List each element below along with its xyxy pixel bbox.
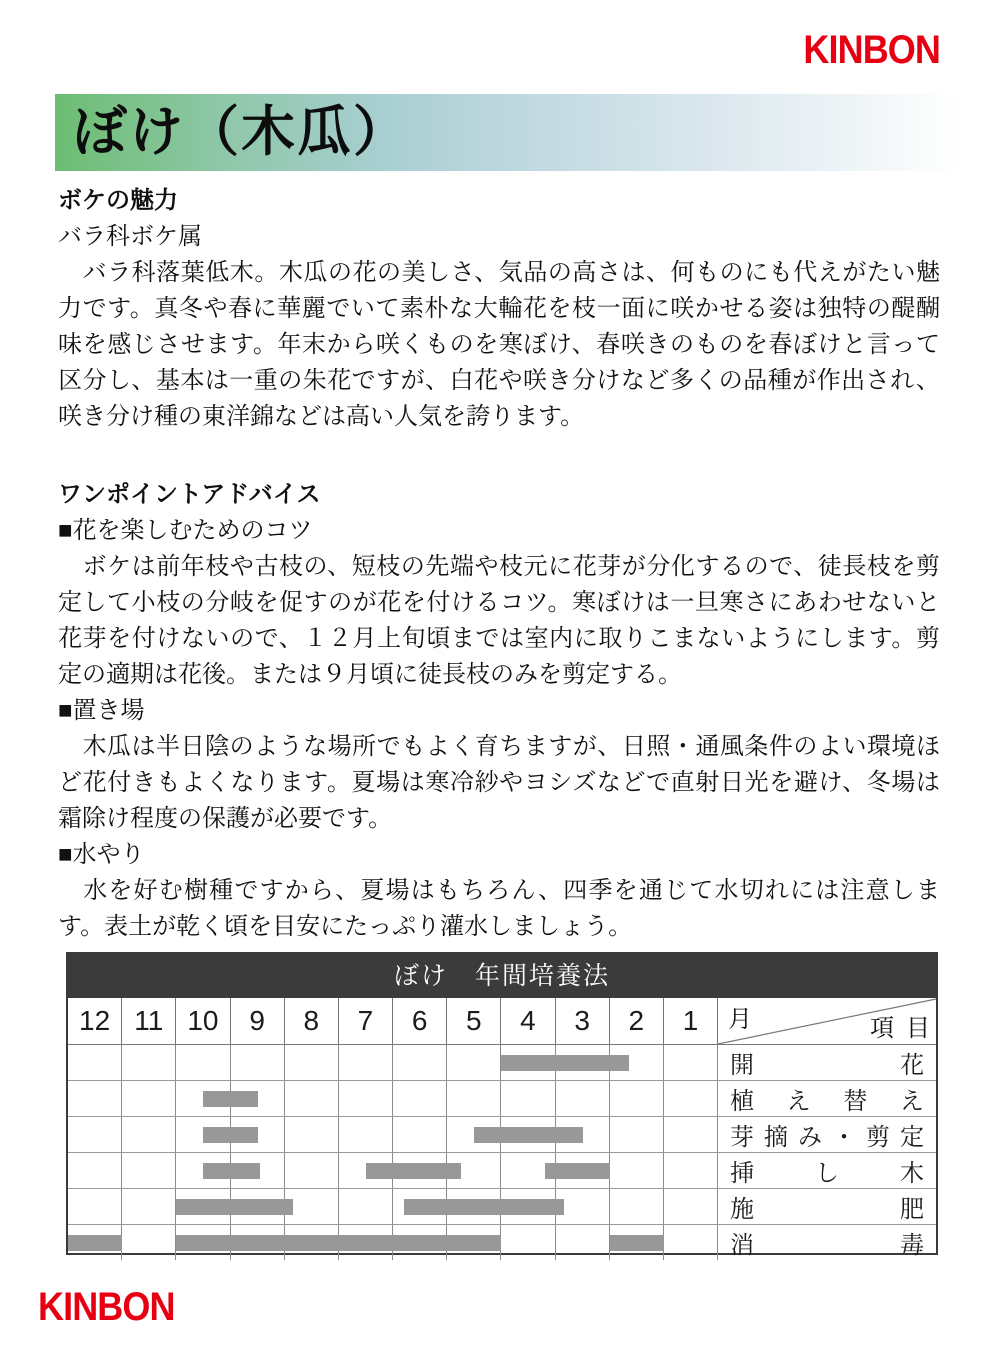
calendar-cell [664, 1045, 718, 1080]
calendar-cell [339, 1189, 393, 1224]
calendar-row-track [68, 1081, 718, 1116]
month-cell: 5 [447, 998, 501, 1044]
calendar-cell [122, 1225, 176, 1260]
calendar-title: ぼけ 年間培養法 [68, 954, 936, 998]
intro-subheading: バラ科ボケ属 [58, 223, 202, 250]
calendar-cell [339, 1081, 393, 1116]
calendar-cell [68, 1153, 122, 1188]
period-bar [501, 1055, 628, 1071]
calendar-cell [501, 1225, 555, 1260]
period-bar [176, 1199, 292, 1215]
calendar-row [68, 1045, 936, 1081]
advice-item-body-flower: ボケは前年枝や古枝の、短枝の先端や枝元に花芽が分化するので、徒長枝を剪定して小枝の分岐を促すのが花を付けるコツ。寒ぼけは一旦寒さにあわせないと花芽を付けないので、１２月上旬頃までは室内に取りこまないようにします。剪定の適期は花後。または９月頃に徒長枝のみを剪定する。 [58, 553, 940, 688]
calendar-cell [122, 1081, 176, 1116]
period-bar [203, 1127, 257, 1143]
month-cell: 9 [231, 998, 285, 1044]
advice-item-body-placement: 木瓜は半日陰のような場所でもよく育ちますが、日照・通風条件のよい環境ほど花付きもよくなります。夏場は寒冷紗やヨシズなどで直射日光を避け、冬場は霜除け程度の保護が必要です。 [58, 733, 940, 832]
calendar-cell [447, 1081, 501, 1116]
calendar-cell [68, 1189, 122, 1224]
calendar-cell [610, 1081, 664, 1116]
period-bar [366, 1163, 461, 1179]
calendar-month-header [68, 998, 718, 1044]
advice-heading: ワンポイントアドバイス [58, 481, 321, 508]
advice-item-heading-placement: ■置き場 [58, 697, 145, 724]
calendar-row-label: 植 え 替 え [730, 1088, 924, 1115]
month-cell: 12 [68, 998, 122, 1044]
advice-item-heading-flower: ■花を楽しむためのコツ [58, 517, 313, 544]
corner-label-item: 項目 [870, 1015, 942, 1042]
kinbon-logo-top: KINBON [803, 28, 940, 72]
calendar-body [68, 1045, 936, 1259]
calendar-cell [393, 1045, 447, 1080]
month-cell: 3 [556, 998, 610, 1044]
intro-heading: ボケの魅力 [58, 187, 178, 214]
calendar-row-track [68, 1045, 718, 1080]
calendar-cell [285, 1117, 339, 1152]
calendar-cell [556, 1189, 610, 1224]
calendar-cell [285, 1153, 339, 1188]
calendar-cell [122, 1153, 176, 1188]
calendar-cell [393, 1081, 447, 1116]
period-bar [176, 1235, 501, 1251]
month-cell: 7 [339, 998, 393, 1044]
kinbon-logo-bottom: KINBON [38, 1285, 175, 1329]
page-title: ぼけ（木瓜） [73, 102, 409, 162]
month-cell: 11 [122, 998, 176, 1044]
calendar-row-label: 消 毒 [730, 1232, 924, 1259]
calendar-cell [122, 1117, 176, 1152]
advice-item-body-watering: 水を好む樹種ですから、夏場はもちろん、四季を通じて水切れには注意します。表土が乾く頃を目安にたっぷり灌水しましょう。 [58, 877, 940, 940]
calendar-cell [610, 1117, 664, 1152]
calendar-corner-cell [718, 998, 942, 1044]
period-bar [610, 1235, 664, 1251]
calendar-cell [285, 1045, 339, 1080]
calendar-cell [122, 1045, 176, 1080]
calendar-row [68, 1081, 936, 1117]
calendar-cell [68, 1045, 122, 1080]
calendar-cell [122, 1189, 176, 1224]
calendar-row-label: 施 肥 [730, 1196, 924, 1223]
calendar-row [68, 1225, 936, 1260]
calendar-cell [556, 1225, 610, 1260]
calendar-cell [610, 1189, 664, 1224]
calendar-cell [664, 1189, 718, 1224]
calendar-cell [664, 1225, 718, 1260]
calendar-cell [68, 1117, 122, 1152]
month-cell: 2 [610, 998, 664, 1044]
calendar-cell [68, 1081, 122, 1116]
calendar-row [68, 1189, 936, 1225]
calendar-cell [176, 1045, 230, 1080]
calendar-row-track [68, 1153, 718, 1188]
calendar-cell [556, 1081, 610, 1116]
calendar-row-track [68, 1117, 718, 1152]
calendar-cell [447, 1045, 501, 1080]
month-cell: 1 [664, 998, 718, 1044]
calendar-cell [501, 1081, 555, 1116]
month-cell: 8 [285, 998, 339, 1044]
intro-body: バラ科落葉低木。木瓜の花の美しさ、気品の高さは、何ものにも代えがたい魅力です。真冬や春に華麗でいて素朴な大輪花を枝一面に咲かせる姿は独特の醍醐味を感じさせます。年末から咲くものを寒ぼけ、春咲きのものを春ぼけと言って区分し、基本は一重の朱花ですが、白花や咲き分けなど多くの品種が作出され、咲き分け種の東洋錦などは高い人気を誇ります。 [58, 259, 940, 430]
calendar-cell [339, 1045, 393, 1080]
calendar-cell [285, 1189, 339, 1224]
calendar-row-track [68, 1225, 718, 1260]
calendar-cell [231, 1045, 285, 1080]
calendar-cell [285, 1081, 339, 1116]
calendar-row [68, 1153, 936, 1189]
calendar-cell [339, 1117, 393, 1152]
calendar-header-row [68, 998, 942, 1045]
month-cell: 10 [176, 998, 230, 1044]
month-cell: 4 [501, 998, 555, 1044]
corner-label-month: 月 [728, 1006, 752, 1033]
period-bar [203, 1091, 257, 1107]
calendar-cell [610, 1153, 664, 1188]
period-bar [545, 1163, 610, 1179]
calendar-row-label: 開 花 [730, 1052, 924, 1079]
advice-item-heading-watering: ■水やり [58, 841, 145, 868]
month-cell: 6 [393, 998, 447, 1044]
calendar-cell [664, 1153, 718, 1188]
calendar-cell [664, 1117, 718, 1152]
calendar-cell [664, 1081, 718, 1116]
period-bar [68, 1235, 122, 1251]
calendar-row-label: 挿 し 木 [730, 1160, 924, 1187]
calendar-row-track [68, 1189, 718, 1224]
title-banner [55, 94, 1000, 171]
period-bar [404, 1199, 564, 1215]
calendar-row-label: 芽 摘 み ・ 剪 定 [730, 1124, 924, 1151]
calendar-row [68, 1117, 936, 1153]
calendar-cell [393, 1117, 447, 1152]
cultivation-calendar-table [66, 952, 942, 1259]
period-bar [203, 1163, 260, 1179]
period-bar [474, 1127, 582, 1143]
